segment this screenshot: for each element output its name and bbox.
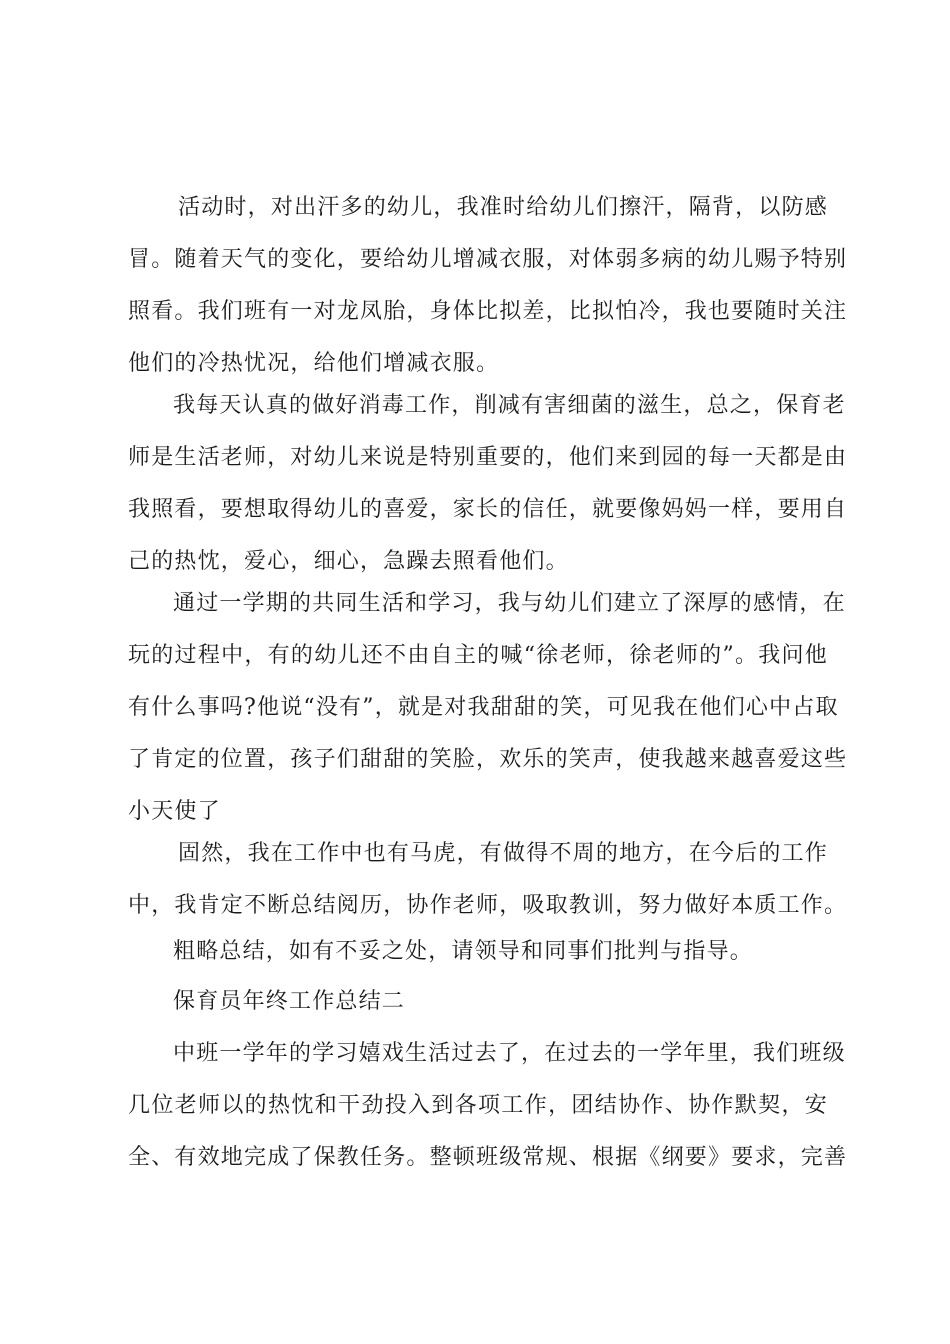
paragraph-line: 有什么事吗?他说“没有”，就是对我甜甜的笑，可见我在他们心中占取 — [128, 695, 839, 720]
paragraph-line: 活动时，对出汗多的幼儿，我准时给幼儿们擦汗，隔背，以防感 — [178, 195, 828, 220]
paragraph-7 — [128, 1028, 848, 1184]
section-heading — [128, 976, 828, 1028]
paragraph-line: 师是生活老师，对幼儿来说是特别重要的，他们来到园的每一天都是由 — [128, 445, 848, 470]
paragraph-line: 小天使了 — [128, 799, 221, 824]
paragraph-line: 我每天认真的做好消毒工作，削减有害细菌的滋生，总之，保育老 — [173, 393, 846, 418]
paragraph-5 — [128, 926, 828, 978]
paragraph-line: 几位老师以的热忱和干劲投入到各项工作，团结协作、协作默契，安 — [128, 1093, 828, 1118]
paragraph-1 — [128, 182, 848, 390]
paragraph-line: 他们的冷热忧况，给他们增减衣服。 — [128, 351, 500, 376]
paragraph-line: 了肯定的位置，孩子们甜甜的笑脸，欢乐的笑声，使我越来越喜爱这些 — [128, 747, 848, 772]
paragraph-line: 通过一学期的共同生活和学习，我与幼儿们建立了深厚的感情，在 — [173, 591, 846, 616]
paragraph-line: 己的热忱，爱心，细心，急躁去照看他们。 — [128, 549, 569, 574]
paragraph-line: 我照看，要想取得幼儿的喜爱，家长的信任，就要像妈妈一样，要用自 — [128, 497, 848, 522]
paragraph-line: 照看。我们班有一对龙凤胎，身体比拟差，比拟怕冷，我也要随时关注 — [128, 299, 848, 324]
paragraph-4 — [128, 828, 848, 932]
paragraph-line: 固然，我在工作中也有马虎，有做得不周的地方，在今后的工作 — [178, 841, 828, 866]
paragraph-line: 全、有效地完成了保教任务。整顿班级常规、根据《纲要》要求，完善 — [128, 1145, 848, 1170]
paragraph-line: 粗略总结，如有不妥之处，请领导和同事们批判与指导。 — [173, 939, 754, 964]
paragraph-line: 冒。随着天气的变化，要给幼儿增减衣服，对体弱多病的幼儿赐予特别 — [128, 247, 848, 272]
paragraph-2 — [128, 380, 848, 588]
heading-line: 保育员年终工作总结二 — [173, 989, 406, 1014]
paragraph-line: 中班一学年的学习嬉戏生活过去了，在过去的一学年里，我们班级 — [173, 1041, 846, 1066]
paragraph-line: 玩的过程中，有的幼儿还不由自主的喊“徐老师，徐老师的”。我问他 — [128, 643, 828, 668]
paragraph-line: 中，我肯定不断总结阅历，协作老师，吸取教训，努力做好本质工作。 — [128, 893, 848, 918]
paragraph-3 — [128, 578, 848, 838]
